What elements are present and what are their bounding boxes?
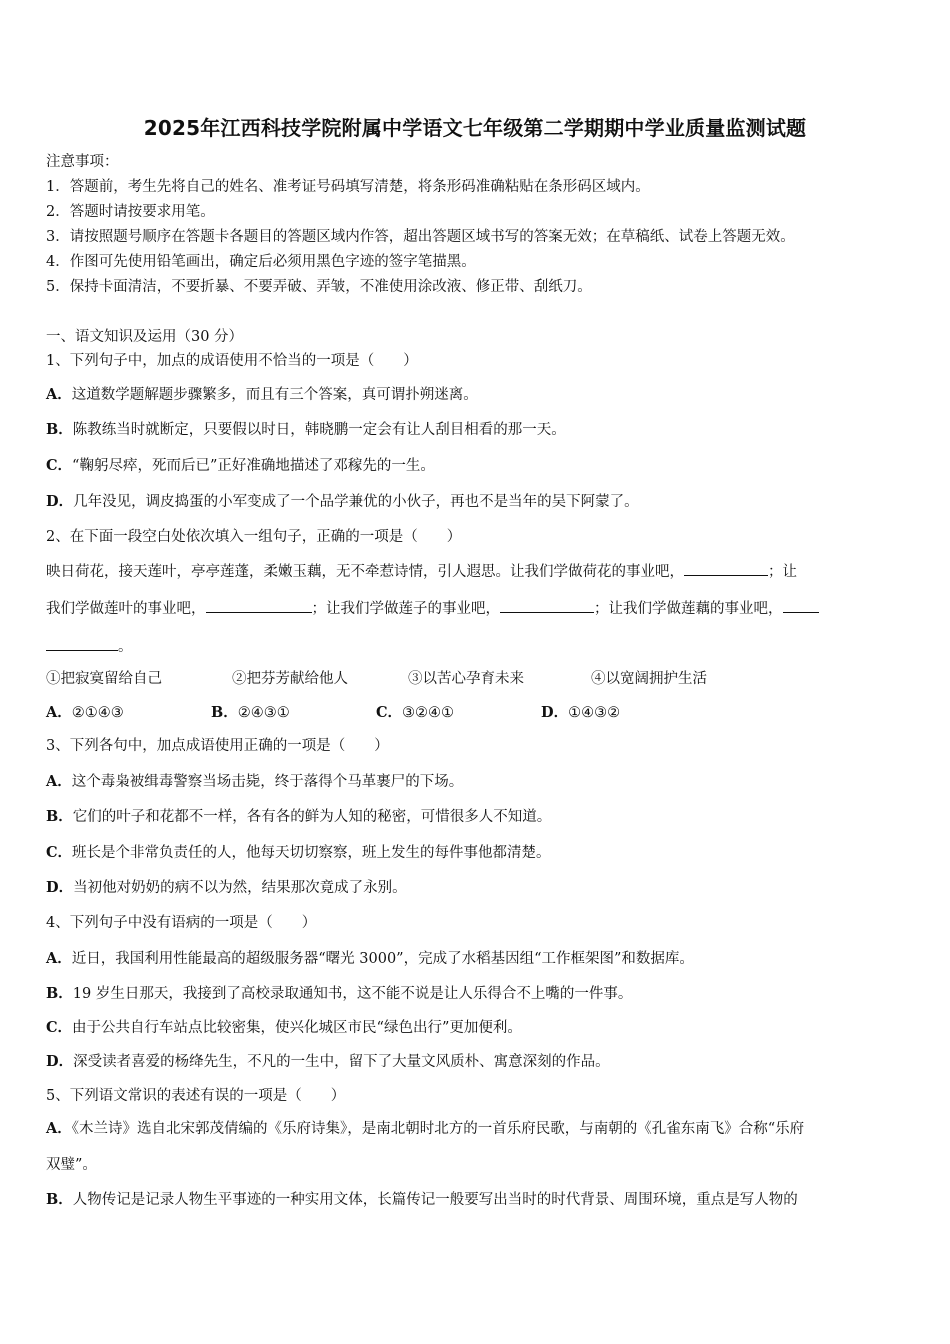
option-label: D． bbox=[46, 879, 74, 896]
option-c bbox=[46, 1018, 522, 1038]
option-label: B． bbox=[46, 808, 73, 825]
passage-text: 我们学做莲叶的事业吧， bbox=[46, 601, 206, 617]
option-text: “鞠躬尽瘁，死而后已”正好准确地描述了邓稼先的一生。 bbox=[72, 458, 435, 474]
question-stem: 3、下列各句中，加点成语使用正确的一项是（ ） bbox=[46, 738, 389, 754]
option-text: 陈教练当时就断定，只要假以时日，韩晓鹏一定会有让人刮目相看的那一天。 bbox=[72, 422, 566, 438]
option-text: 它们的叶子和花都不一样，各有各的鲜为人知的秘密，可惜很多人不知道。 bbox=[72, 809, 552, 825]
passage-text: 。 bbox=[118, 639, 133, 655]
option-text: ②④③① bbox=[237, 705, 290, 721]
answer-options bbox=[46, 703, 620, 723]
option-b bbox=[211, 703, 376, 723]
option-d bbox=[541, 703, 620, 723]
option-label: A． bbox=[46, 704, 72, 721]
option-text: 这道数学题解题步骤繁多，而且有三个答案，真可谓扑朔迷离。 bbox=[71, 387, 478, 403]
fill-blank bbox=[46, 636, 118, 651]
option-label: A． bbox=[46, 950, 72, 967]
passage-text: ；让我们学做莲子的事业吧， bbox=[311, 601, 500, 617]
option-d bbox=[46, 878, 407, 898]
option-b bbox=[46, 807, 551, 827]
option-label: C． bbox=[376, 704, 403, 721]
option-d bbox=[46, 1052, 610, 1072]
passage-line bbox=[46, 598, 819, 619]
page-title: 2025年江西科技学院附属中学语文七年级第二学期期中学业质量监测试题 bbox=[143, 116, 807, 140]
option-label: C． bbox=[46, 844, 73, 861]
option-text: 几年没见，调皮捣蛋的小军变成了一个品学兼优的小伙子，再也不是当年的吴下阿蒙了。 bbox=[73, 494, 639, 510]
option-text: 当初他对奶奶的病不以为然，结果那次竟成了永别。 bbox=[73, 880, 407, 896]
option-c bbox=[46, 456, 435, 476]
option-text: 19 岁生日那天，我接到了高校录取通知书，这不能不说是让人乐得合不上嘴的一件事。 bbox=[72, 986, 633, 1002]
option-label: A． bbox=[46, 773, 72, 790]
option-a bbox=[46, 703, 211, 723]
option-label: A． bbox=[46, 386, 72, 403]
option-a bbox=[46, 1119, 804, 1139]
option-text: 《木兰诗》选自北宋郭茂倩编的《乐府诗集》，是南北朝时北方的一首乐府民歌，与南朝的《孔雀东南飞》合称“乐府 bbox=[71, 1121, 805, 1137]
option-label: B． bbox=[211, 704, 238, 721]
option-a bbox=[46, 772, 463, 792]
choice-item: ③以苦心孕育未来 bbox=[408, 671, 524, 687]
option-label: A． bbox=[46, 1120, 72, 1137]
option-label: D． bbox=[46, 493, 74, 510]
option-c bbox=[46, 843, 551, 863]
question-stem: 5、下列语文常识的表述有误的一项是（ ） bbox=[46, 1088, 346, 1104]
passage-text: ；让我们学做莲藕的事业吧， bbox=[594, 601, 783, 617]
option-text: 这个毒枭被缉毒警察当场击毙，终于落得个马革裹尸的下场。 bbox=[71, 774, 464, 790]
option-b bbox=[46, 420, 566, 440]
sentence-choices bbox=[46, 669, 707, 689]
notice-item: 1．答题前，考生先将自己的姓名、准考证号码填写清楚，将条形码准确粘贴在条形码区域内。 bbox=[46, 179, 650, 195]
choice-item: ①把寂寞留给自己 bbox=[46, 671, 162, 687]
option-label: B． bbox=[46, 1191, 73, 1208]
option-a bbox=[46, 949, 694, 969]
option-label: C． bbox=[46, 457, 73, 474]
question-stem: 4、下列句子中没有语病的一项是（ ） bbox=[46, 915, 317, 931]
question-stem: 2、在下面一段空白处依次填入一组句子，正确的一项是（ ） bbox=[46, 529, 462, 545]
notice-item: 5．保持卡面清洁，不要折暴、不要弄破、弄皱，不准使用涂改液、修正带、刮纸刀。 bbox=[46, 279, 592, 295]
option-b bbox=[46, 1190, 798, 1210]
notice-heading: 注意事项： bbox=[46, 154, 119, 170]
question-stem: 1、下列句子中，加点的成语使用不恰当的一项是（ ） bbox=[46, 353, 418, 369]
option-text: 深受读者喜爱的杨绛先生，不凡的一生中，留下了大量文风质朴、寓意深刻的作品。 bbox=[73, 1054, 610, 1070]
passage-line bbox=[46, 561, 797, 582]
option-text: 人物传记是记录人物生平事迹的一种实用文体，长篇传记一般要写出当时的时代背景、周围环境，重点是写人物的 bbox=[72, 1192, 798, 1208]
option-text: 由于公共自行车站点比较密集，使兴化城区市民“绿色出行”更加便利。 bbox=[72, 1020, 522, 1036]
passage-text: ；让 bbox=[768, 564, 797, 580]
option-label: B． bbox=[46, 985, 73, 1002]
option-c bbox=[376, 703, 541, 723]
option-b bbox=[46, 984, 632, 1004]
option-label: D． bbox=[46, 1053, 74, 1070]
option-a-continued: 双璧”。 bbox=[46, 1157, 97, 1173]
fill-blank bbox=[684, 561, 768, 576]
option-label: C． bbox=[46, 1019, 73, 1036]
notice-item: 2．答题时请按要求用笔。 bbox=[46, 204, 215, 220]
passage-line bbox=[46, 636, 133, 657]
option-text: ①④③② bbox=[568, 705, 621, 721]
option-text: ③②④① bbox=[402, 705, 455, 721]
section-heading: 一、语文知识及运用（30 分） bbox=[46, 329, 244, 345]
option-label: B． bbox=[46, 421, 73, 438]
option-text: 近日，我国利用性能最高的超级服务器“曙光 3000”，完成了水稻基因组“工作框架图”和数据库。 bbox=[71, 951, 694, 967]
option-text: ②①④③ bbox=[71, 705, 124, 721]
fill-blank bbox=[500, 598, 594, 613]
option-text: 班长是个非常负责任的人，他每天切切察察，班上发生的每件事他都清楚。 bbox=[72, 845, 551, 861]
option-label: D． bbox=[541, 704, 569, 721]
fill-blank bbox=[206, 598, 312, 613]
fill-blank bbox=[783, 598, 819, 613]
notice-item: 3．请按照题号顺序在答题卡各题目的答题区域内作答，超出答题区域书写的答案无效；在草稿纸、试卷上答题无效。 bbox=[46, 229, 795, 245]
option-d bbox=[46, 492, 639, 512]
passage-text: 映日荷花，接天莲叶，亭亭莲蓬，柔嫩玉藕，无不牵惹诗情，引人遐思。让我们学做荷花的事业吧， bbox=[46, 564, 684, 580]
choice-item: ④以宽阔拥护生活 bbox=[591, 671, 707, 687]
choice-item: ②把芬芳献给他人 bbox=[232, 671, 348, 687]
notice-item: 4．作图可先使用铅笔画出，确定后必须用黑色字迹的签字笔描黑。 bbox=[46, 254, 476, 270]
option-a bbox=[46, 385, 478, 405]
